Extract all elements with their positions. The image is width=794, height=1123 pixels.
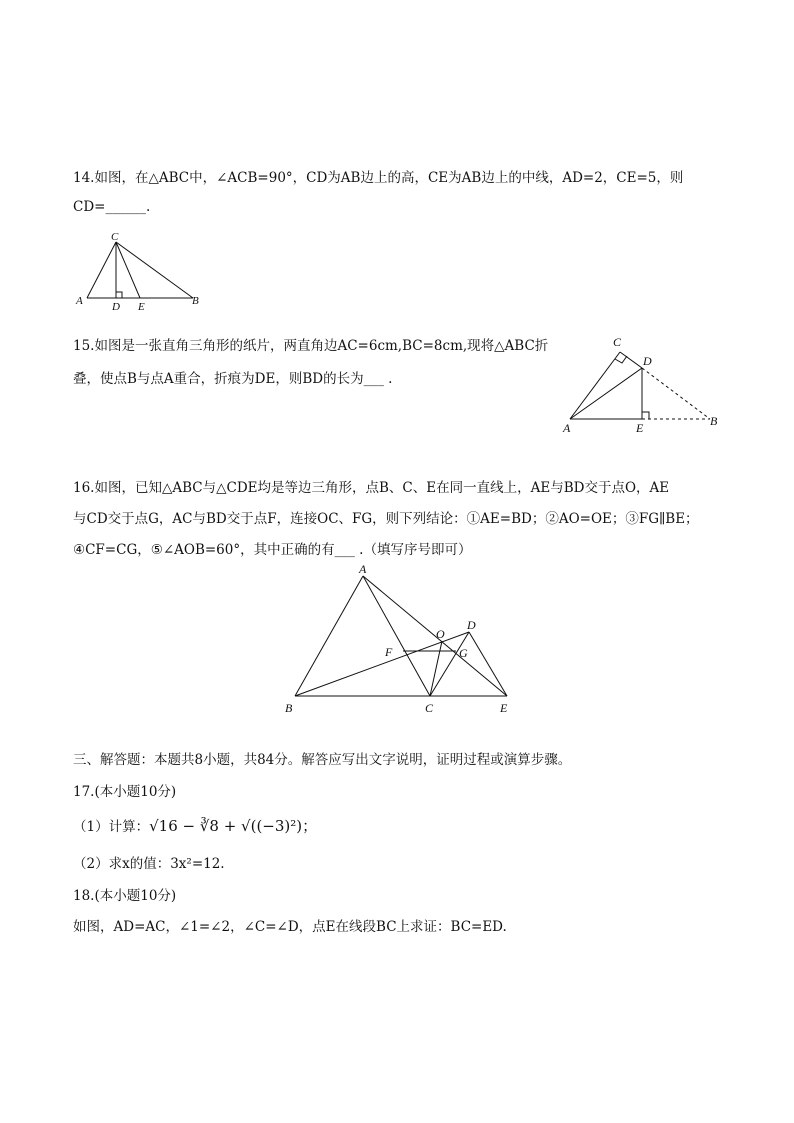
q16-label-b: B [285,701,293,715]
q16-label-e: E [500,701,508,715]
q14-label-e: E [138,301,145,312]
q14-text-line2: CD=______. [73,199,151,215]
q16-text-line3: ④CF=CG，⑤∠AOB=60°，其中正确的有___ .（填写序号即可） [73,542,472,558]
q14-label-a: A [76,295,83,307]
q16-label-d: D [467,618,476,632]
q15-text-line1: 15.如图是一张直角三角形的纸片，两直角边AC=6cm,BC=8cm,现将△ABC折 [73,338,549,354]
q14-label-c: C [111,231,119,243]
q17-part1-label: （1）计算： [73,819,150,835]
q15-text-line2: 叠，使点B与点A重合，折痕为DE，则BD的长为___ . [73,371,393,387]
q17-header: 17.(本小题10分) [73,784,177,800]
q17-part2: （2）求x的值：3x²=12. [73,856,225,872]
q16-label-o: O [436,627,445,641]
q14-label-b: B [192,295,199,307]
section3-heading: 三、解答题：本题共8小题，共84分。解答应写出文字说明，证明过程或演算步骤。 [73,752,572,768]
q16-text-line1: 16.如图，已知△ABC与△CDE均是等边三角形，点B、C、E在同一直线上，AE与BD交于点O，AE [73,480,670,496]
q14-label-d: D [112,301,120,312]
q17-part1-expression: √16 − ∛8 + √((−3)²)； [149,817,318,835]
q14-text-line1: 14.如图，在△ABC中，∠ACB=90°，CD为AB边上的高，CE为AB边上的中线，AD=2，CE=5，则 [73,170,684,186]
q16-label-a: A [359,562,367,576]
q16-label-f: F [385,645,393,659]
q15-label-d: D [643,354,652,368]
q16-label-g: G [459,646,468,660]
q18-header: 18.(本小题10分) [73,888,177,904]
q16-figure [280,560,520,720]
q15-figure [556,330,736,438]
q14-figure [70,228,210,312]
q17-part1 [73,815,317,836]
q15-label-e: E [636,421,644,435]
q16-text-line2: 与CD交于点G，AC与BD交于点F，连接OC、FG，则下列结论：①AE=BD；②AO=OE；③FG∥BE； [73,511,699,527]
q15-label-c: C [613,335,622,349]
q15-label-b: B [710,414,718,428]
q15-label-a: A [563,421,571,435]
q16-label-c: C [425,701,434,715]
q18-body: 如图，AD=AC，∠1=∠2，∠C=∠D，点E在线段BC上求证：BC=ED. [73,919,507,935]
